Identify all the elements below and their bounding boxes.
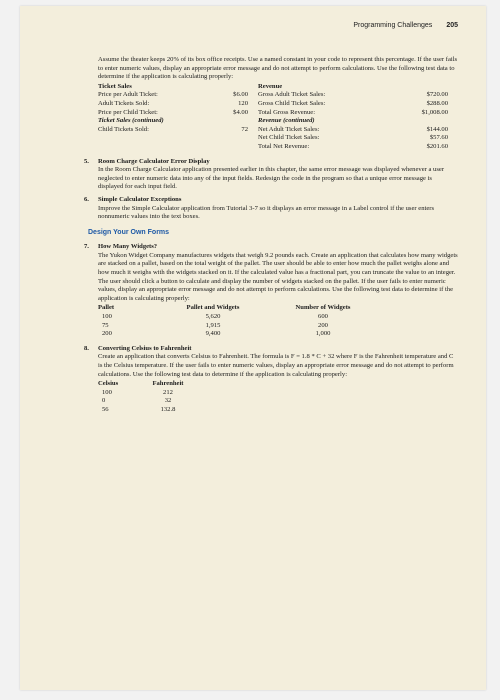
revenue-continued-title: Revenue (continued) — [258, 117, 315, 125]
table-cell: 200 — [318, 321, 328, 329]
exercise-8-text: Create an application that converts Celsius to Fahrenheit. The formula is F = 1.8 * C + 32 where F is the Fahrenheit temperature and C is the Celsius temperature. If the user fails to enter numeric values, display an appropriate error message and do not attempt to perform calculations. Use the following test data to determine if the application is calculating properly: — [98, 353, 454, 378]
exercise-8 — [84, 344, 458, 415]
test-data-row — [258, 100, 458, 109]
celsius-test-table — [98, 380, 458, 414]
table-cell: 9,400 — [205, 330, 221, 338]
exercise-7-text: The Yukon Widget Company manufactures widgets that weigh 9.2 pounds each. Create an application that calculates how many widgets are stacked on a pallet, based on the total weight of the pallet. The user should be able to enter how much the pallet weighs alone and how much it weighs with the widgets stacked on it. If the calculated value has a fractional part, you can truncate the value to an integer. The user should click a button to calculate and display the number of widgets stacked on the pallet. If the user fails to enter numeric values, display an appropriate error message and do not attempt to perform calculations. Use the following test data to determine if the application is calculating properly: — [98, 251, 458, 302]
test-data-value: $1,008.00 — [421, 108, 448, 116]
test-data-row — [258, 126, 458, 135]
book-page — [20, 6, 486, 690]
test-data-row — [258, 109, 458, 118]
table-cell: 1,000 — [315, 330, 331, 338]
test-data-value: $144.00 — [426, 125, 448, 133]
table-cell: 132.8 — [160, 405, 176, 413]
test-data-value: $57.60 — [429, 134, 448, 142]
exercise-7-title: How Many Widgets? — [98, 243, 158, 251]
running-header — [353, 22, 458, 29]
test-data-value: $4.00 — [233, 108, 248, 116]
table-header-cell: Number of Widgets — [295, 304, 351, 312]
ticket-test-data — [98, 83, 458, 152]
table-header-cell: Pallet and Widgets — [186, 304, 240, 312]
exercise-6 — [84, 195, 458, 222]
test-data-label: Gross Adult Ticket Sales: — [258, 91, 326, 99]
table-header-cell: Celsius — [98, 380, 119, 388]
test-data-label: Total Gross Revenue: — [258, 108, 316, 116]
ticket-sales-title: Ticket Sales — [98, 82, 132, 90]
exercise-5 — [84, 157, 458, 192]
exercise-8-number: 8. — [84, 344, 89, 352]
exercise-5-number: 5. — [84, 157, 89, 165]
intro-paragraph: Assume the theater keeps 20% of its box office receipts. Use a named constant in your code to represent this percentage. If the user fails to enter numeric values, display an appropriate error message and do not attempt to perform calculations. Use the following test data to determine if the application is calculating properly: — [98, 56, 458, 81]
table-cell: 0 — [102, 397, 106, 405]
test-data-value: $720.00 — [426, 91, 448, 99]
test-data-label: Adult Tickets Sold: — [98, 99, 150, 107]
test-data-label: Total Net Revenue: — [258, 142, 310, 150]
exercise-5-title: Room Charge Calculator Error Display — [98, 157, 210, 165]
exercise-5-text: In the Room Charge Calculator application presented earlier in this chapter, the same error message was displayed whenever a user neglected to enter numeric data into any of the input fields. Redesign the code in the program so that a unique error message is displayed for each input field. — [98, 166, 445, 191]
exercise-7 — [84, 243, 458, 339]
test-data-value: 120 — [238, 99, 248, 107]
revenue-column — [258, 83, 458, 152]
test-data-value: $288.00 — [426, 99, 448, 107]
ticket-sales-continued-rows — [98, 126, 258, 135]
widgets-test-table — [98, 304, 458, 338]
table-header-cell: Pallet — [98, 304, 115, 312]
table-header-cell: Fahrenheit — [152, 380, 184, 388]
test-data-row — [258, 134, 458, 143]
test-data-row — [258, 143, 458, 152]
table-cell: 56 — [102, 405, 109, 413]
table-cell: 32 — [164, 397, 172, 405]
test-data-value: $201.60 — [426, 142, 448, 150]
table-cell: 1,915 — [205, 321, 221, 329]
section-heading: Design Your Own Forms — [88, 228, 170, 236]
table-cell: 212 — [163, 388, 173, 396]
header-title: Programming Challenges — [353, 22, 433, 29]
test-data-value: 72 — [241, 125, 248, 133]
test-data-label: Gross Child Ticket Sales: — [258, 99, 326, 107]
revenue-title: Revenue — [258, 82, 283, 90]
revenue-rows — [258, 91, 458, 117]
test-data-label: Child Tickets Sold: — [98, 125, 149, 133]
test-data-row — [98, 91, 258, 100]
table-cell: 5,620 — [205, 313, 221, 321]
page-content — [84, 56, 458, 415]
test-data-label: Price per Child Ticket: — [98, 108, 158, 116]
test-data-label: Price per Adult Ticket: — [98, 91, 158, 99]
test-data-value: $6.00 — [233, 91, 248, 99]
ticket-sales-continued-title: Ticket Sales (continued) — [98, 117, 164, 125]
revenue-continued-rows — [258, 126, 458, 152]
exercise-6-title: Simple Calculator Exceptions — [98, 195, 182, 203]
table-cell: 100 — [102, 313, 112, 321]
exercise-8-title: Converting Celsius to Fahrenheit — [98, 344, 192, 352]
table-cell: 75 — [102, 321, 109, 329]
exercise-6-text: Improve the Simple Calculator application from Tutorial 3-7 so it displays an error message in a Label control if the user enters nonnumeric values into the text boxes. — [98, 204, 435, 221]
exercise-6-number: 6. — [84, 195, 89, 203]
table-cell: 200 — [102, 330, 112, 338]
test-data-row — [98, 126, 258, 135]
table-cell: 100 — [102, 388, 112, 396]
test-data-row — [258, 91, 458, 100]
page-number: 205 — [446, 22, 458, 29]
test-data-row — [98, 100, 258, 109]
test-data-label: Net Child Ticket Sales: — [258, 134, 320, 142]
test-data-row — [98, 109, 258, 118]
ticket-sales-column — [98, 83, 258, 152]
exercise-7-number: 7. — [84, 243, 89, 251]
table-cell: 600 — [318, 313, 328, 321]
ticket-sales-rows — [98, 91, 258, 117]
test-data-label: Net Adult Ticket Sales: — [258, 125, 320, 133]
